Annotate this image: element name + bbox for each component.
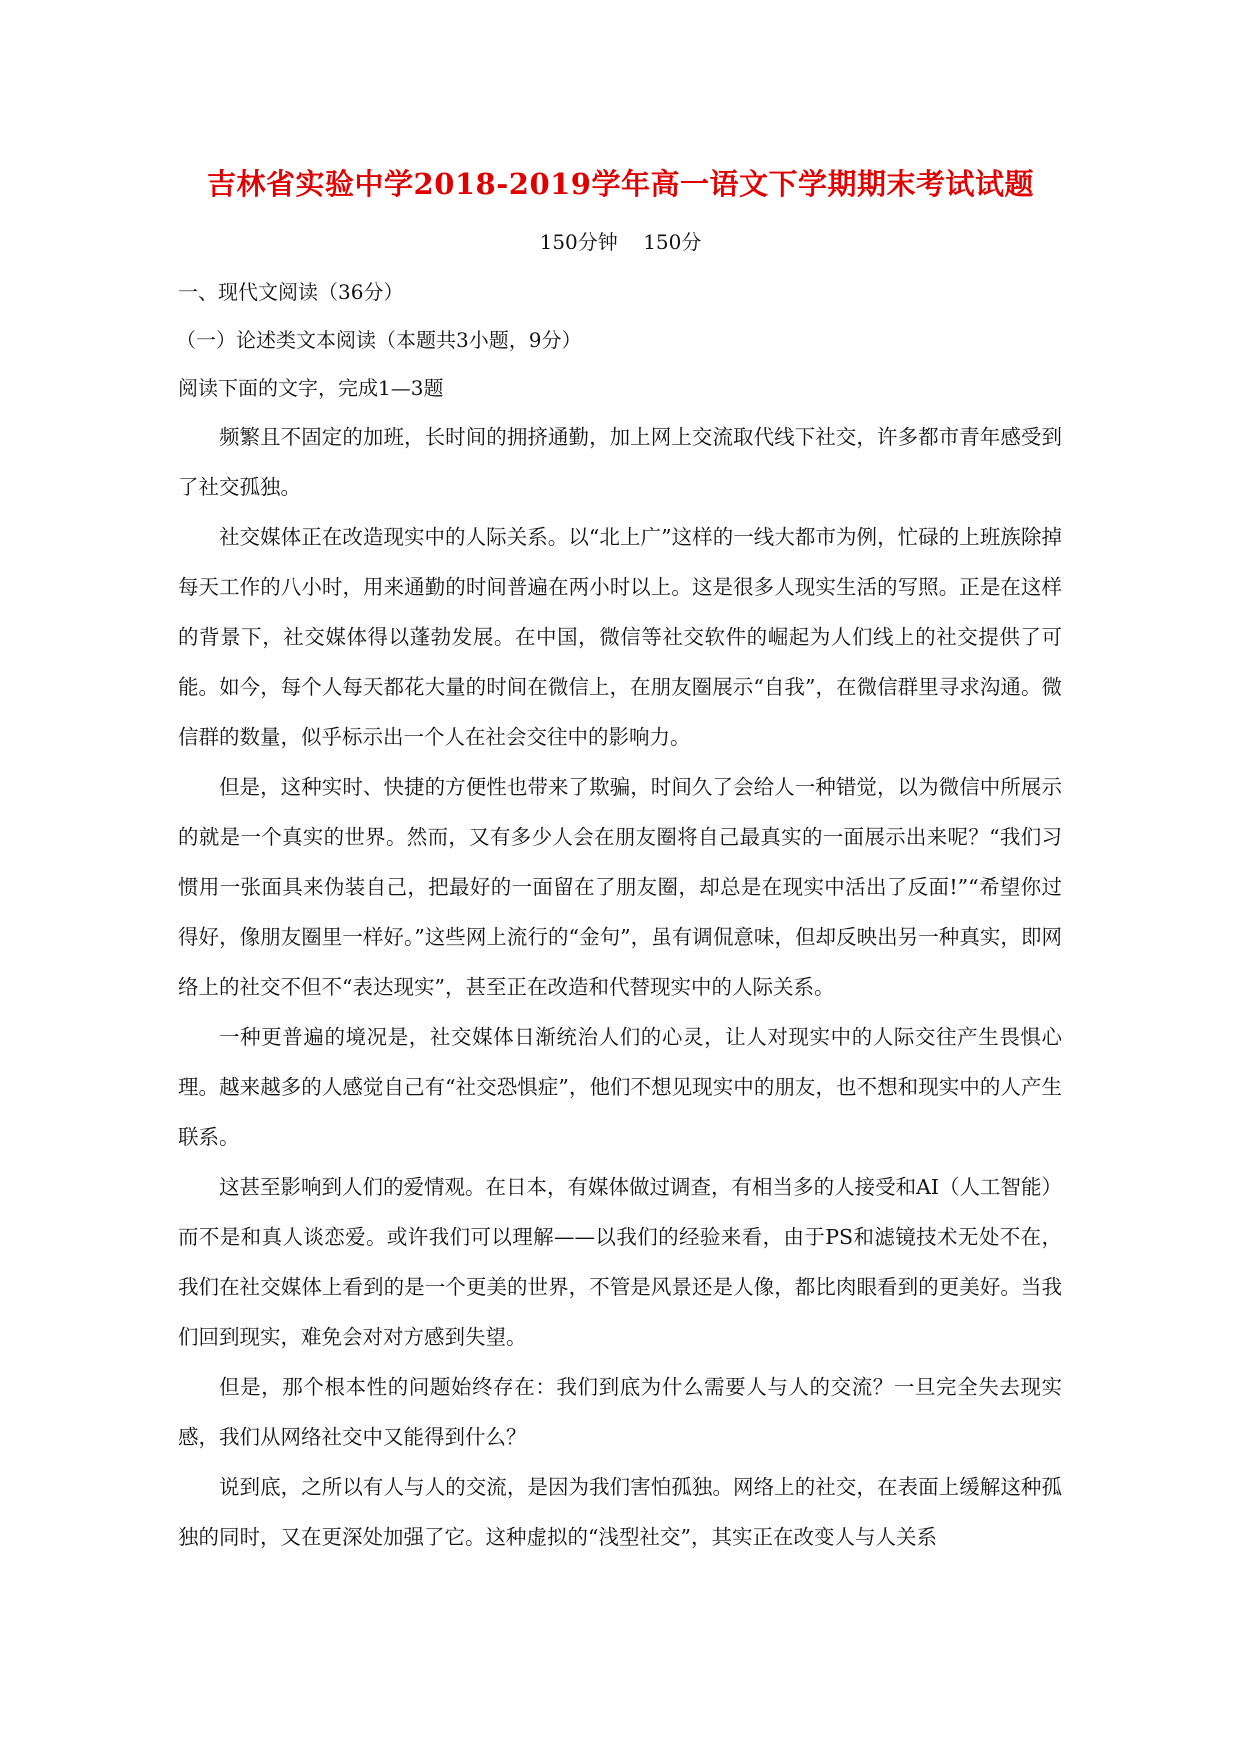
paragraph: 这甚至影响到人们的爱情观。在日本，有媒体做过调查，有相当多的人接受和AI（人工智能）而不是和真人谈恋爱。或许我们可以理解——以我们的经验来看，由于PS和滤镜技术无处不在，我们在社交媒体上看到的是一个更美的世界，不管是风景还是人像，都比肉眼看到的更美好。当我们回到现实，难免会对对方感到失望。 [178,1175,1062,1349]
paragraph: 社交媒体正在改造现实中的人际关系。以“北上广”这样的一线大都市为例，忙碌的上班族除掉每天工作的八小时，用来通勤的时间普遍在两小时以上。这是很多人现实生活的写照。正是在这样的背景下，社交媒体得以蓬勃发展。在中国，微信等社交软件的崛起为人们线上的社交提供了可能。如今，每个人每天都花大量的时间在微信上，在朋友圈展示“自我”，在微信群里寻求沟通。微信群的数量，似乎标示出一个人在社会交往中的影响力。 [178,525,1062,749]
exam-duration-score: 150分钟 150分 [539,230,702,254]
paragraph: 但是，那个根本性的问题始终存在：我们到底为什么需要人与人的交流？一旦完全失去现实感，我们从网络社交中又能得到什么？ [178,1375,1062,1449]
paragraph: 说到底，之所以有人与人的交流，是因为我们害怕孤独。网络上的社交，在表面上缓解这种孤独的同时，又在更深处加强了它。这种虚拟的“浅型社交”，其实正在改变人与人关系 [178,1475,1062,1549]
reading-passage [178,412,1062,1562]
paragraph: 但是，这种实时、快捷的方便性也带来了欺骗，时间久了会给人一种错觉，以为微信中所展示的就是一个真实的世界。然而，又有多少人会在朋友圈将自己最真实的一面展示出来呢？“我们习惯用一张面具来伪装自己，把最好的一面留在了朋友圈，却总是在现实中活出了反面!”“希望你过得好，像朋友圈里一样好。”这些网上流行的“金句”，虽有调侃意味，但却反映出另一种真实，即网络上的社交不但不“表达现实”，甚至正在改造和代替现实中的人际关系。 [178,775,1062,999]
subsection-heading: （一）论述类文本阅读（本题共3小题，9分） [176,328,582,352]
document-title: 吉林省实验中学2018-2019学年高一语文下学期期末考试试题 [207,167,1034,201]
section-heading: 一、现代文阅读（36分） [178,280,404,304]
paragraph: 一种更普遍的境况是，社交媒体日渐统治人们的心灵，让人对现实中的人际交往产生畏惧心理。越来越多的人感觉自己有“社交恐惧症”，他们不想见现实中的朋友，也不想和现实中的人产生联系。 [178,1025,1062,1149]
reading-instruction: 阅读下面的文字，完成1—3题 [178,376,444,400]
paragraph: 频繁且不固定的加班，长时间的拥挤通勤，加上网上交流取代线下社交，许多都市青年感受到了社交孤独。 [178,425,1062,499]
